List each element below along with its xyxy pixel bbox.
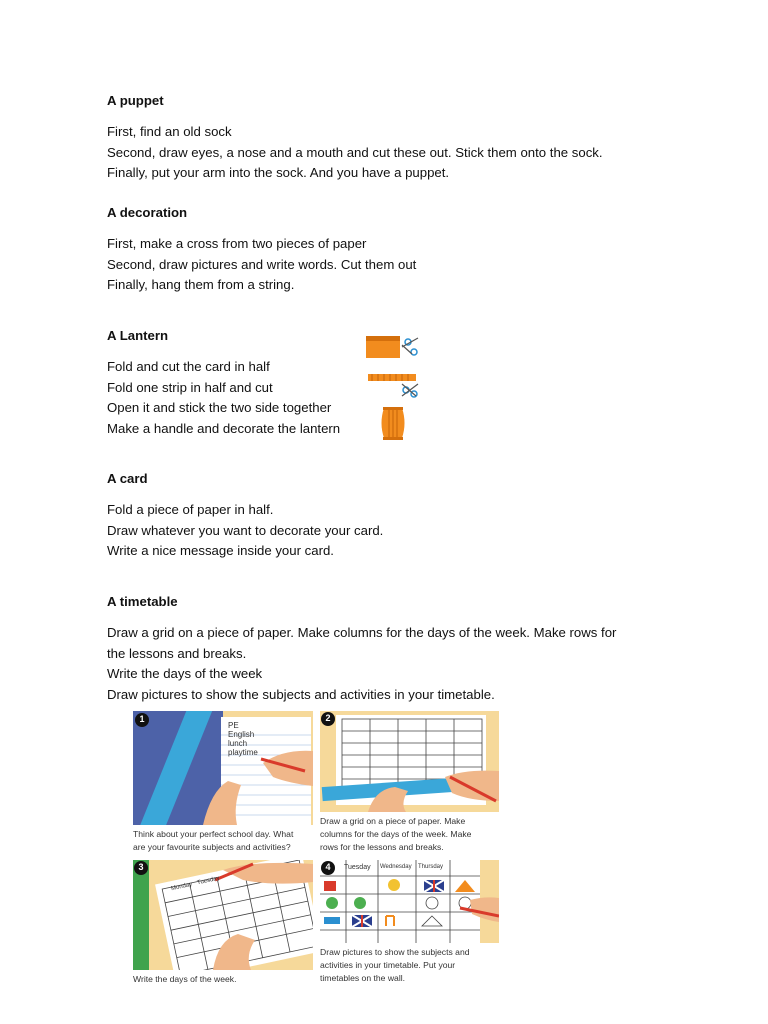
day-label: Tuesday (344, 864, 371, 871)
timetable-step-3: Draw pictures to show the subjects and activities in your timetable. (107, 686, 495, 702)
timetable-step-1-illustration (133, 711, 313, 825)
step-number: 1 (139, 714, 145, 724)
timetable-step-2-illustration (320, 711, 499, 812)
decoration-step-2: Second, draw pictures and write words. Cut them out (107, 256, 417, 272)
card-step-1: Fold a piece of paper in half. (107, 502, 274, 517)
decoration-heading: A decoration (107, 205, 188, 220)
puppet-step-3: Finally, put your arm into the sock. And you have a puppet. (107, 165, 450, 180)
timetable-step-1: Draw a grid on a piece of paper. Make columns for the days of the week. Make rows for (107, 625, 617, 640)
day-label: Thursday (418, 864, 444, 870)
lantern-step-2: Fold one strip in half and cut (107, 379, 273, 395)
step-1-caption (133, 828, 293, 854)
scissors-icon (402, 338, 418, 355)
subject-item: lunch (228, 739, 248, 748)
day-label: Monday (170, 881, 193, 893)
caption-line: activities in your timetable. Put your (320, 960, 456, 970)
timetable-step-4-illustration (320, 860, 499, 943)
caption-line: Think about your perfect school day. What (133, 829, 294, 839)
timetable-step-1-cont: the lessons and breaks. (107, 645, 247, 661)
timetable-heading: A timetable (107, 594, 178, 609)
uk-flag-icon (352, 915, 372, 927)
step-number: 3 (138, 862, 144, 872)
uk-flag-icon (424, 880, 444, 892)
caption-line: are your favourite subjects and activities? (133, 842, 291, 852)
step-4-caption (320, 946, 470, 985)
day-label: Tuesday (196, 875, 221, 887)
decoration-step-3: Finally, hang them from a string. (107, 277, 295, 292)
caption-line: columns for the days of the week. Make (320, 829, 472, 839)
caption-line: Write the days of the week. (133, 974, 237, 984)
subject-item: playtime (228, 748, 258, 757)
step-number: 4 (325, 862, 331, 872)
puppet-step-2: Second, draw eyes, a nose and a mouth and cut these out. Stick them onto the sock. (107, 144, 603, 160)
lantern-steps-illustration (362, 330, 422, 442)
lantern-step-1: Fold and cut the card in half (107, 359, 270, 374)
lantern-step-4: Make a handle and decorate the lantern (107, 420, 341, 436)
glue-icon (324, 917, 340, 924)
folded-card-icon (366, 336, 400, 358)
subject-item: English (228, 730, 255, 739)
gift-icon (324, 881, 336, 891)
puppet-step-1: First, find an old sock (107, 124, 232, 139)
subject-item: PE (228, 721, 239, 730)
lantern-icon (382, 407, 405, 440)
card-step-3: Write a nice message inside your card. (107, 543, 334, 558)
lantern-heading: A Lantern (107, 328, 169, 343)
caption-line: timetables on the wall. (320, 973, 406, 983)
scissors-icon (402, 384, 418, 397)
day-label: Wednesday (380, 864, 412, 870)
lantern-step-3: Open it and stick the two side together (107, 400, 332, 415)
caption-line: Draw pictures to show the subjects and (320, 947, 470, 957)
step-number: 2 (325, 713, 331, 723)
step-3-caption (133, 973, 237, 986)
subject-list (228, 721, 258, 757)
card-strip-icon (368, 374, 416, 381)
puppet-heading: A puppet (107, 93, 164, 108)
timetable-step-3-illustration (133, 860, 313, 970)
card-step-2: Draw whatever you want to decorate your card. (107, 522, 384, 538)
step-2-caption (320, 815, 471, 854)
caption-line: Draw a grid on a piece of paper. Make (320, 816, 466, 826)
card-heading: A card (107, 471, 148, 486)
caption-line: rows for the lessons and breaks. (320, 842, 444, 852)
timetable-step-2: Write the days of the week (107, 666, 263, 681)
ball-icon (388, 879, 400, 891)
decoration-step-1: First, make a cross from two pieces of paper (107, 236, 367, 251)
